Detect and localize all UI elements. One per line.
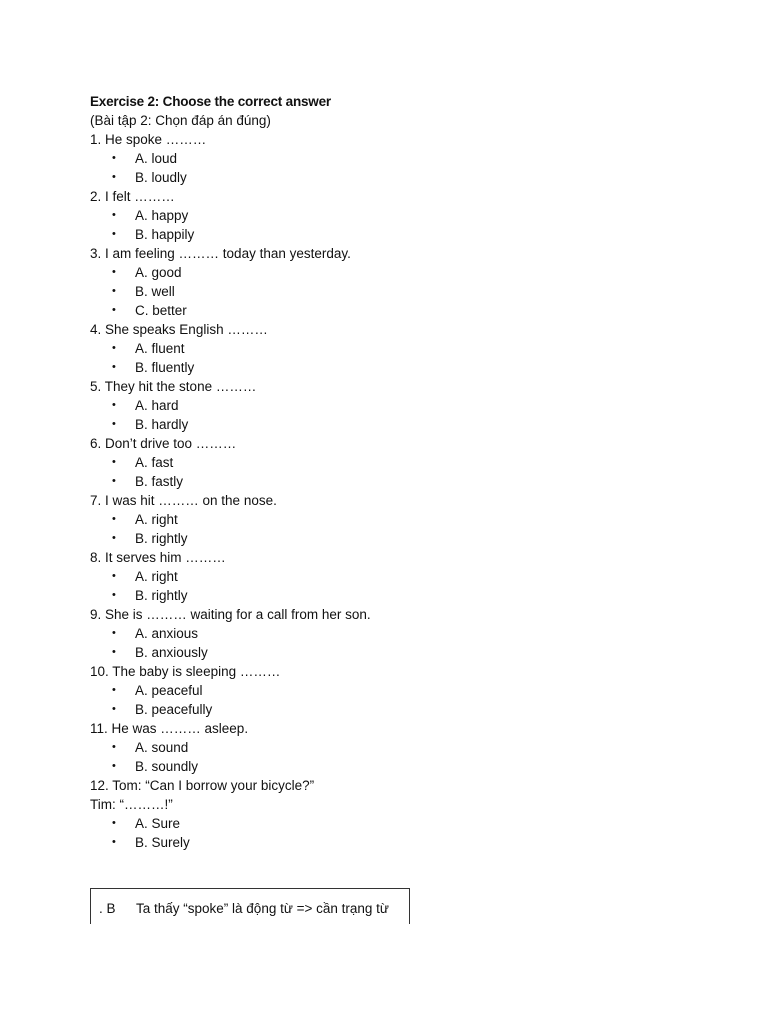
bullet-icon: •	[112, 361, 116, 373]
bullet-icon: •	[112, 152, 116, 164]
option-label: B. loudly	[135, 170, 187, 185]
option-label: A. fluent	[135, 341, 185, 356]
answer-option	[90, 453, 690, 472]
option-label: A. Sure	[135, 816, 181, 831]
bullet-icon: •	[112, 627, 116, 639]
bullet-icon: •	[112, 513, 116, 525]
bullet-icon: •	[112, 266, 116, 278]
answer-option	[90, 529, 690, 548]
option-label: A. fast	[135, 455, 174, 470]
option-label: B. happily	[135, 227, 195, 242]
bullet-icon: •	[112, 171, 116, 183]
option-label: A. peaceful	[135, 683, 203, 698]
answer-option	[90, 510, 690, 529]
option-label: B. rightly	[135, 588, 188, 603]
answer-letter: . B	[99, 901, 116, 916]
answer-option	[90, 282, 690, 301]
answer-option	[90, 586, 690, 605]
answer-explanation: Ta thấy “spoke” là động từ => cần trạng từ	[136, 901, 389, 916]
answer-option	[90, 339, 690, 358]
bullet-icon: •	[112, 285, 116, 297]
option-label: B. fastly	[135, 474, 184, 489]
answer-option	[90, 168, 690, 187]
option-label: A. right	[135, 569, 178, 584]
bullet-icon: •	[112, 532, 116, 544]
answer-option	[90, 643, 690, 662]
question-stem: 8. It serves him ………	[90, 550, 226, 565]
question-stem-continuation: Tim: “………!”	[90, 797, 173, 812]
option-label: A. sound	[135, 740, 189, 755]
option-label: A. right	[135, 512, 178, 527]
answer-option	[90, 415, 690, 434]
answer-option	[90, 396, 690, 415]
bullet-icon: •	[112, 342, 116, 354]
option-label: A. hard	[135, 398, 179, 413]
answer-option	[90, 814, 690, 833]
option-label: B. Surely	[135, 835, 190, 850]
option-label: B. well	[135, 284, 175, 299]
answer-option	[90, 567, 690, 586]
answer-option	[90, 681, 690, 700]
bullet-icon: •	[112, 646, 116, 658]
answer-table	[90, 888, 410, 924]
bullet-icon: •	[112, 418, 116, 430]
bullet-icon: •	[112, 304, 116, 316]
question-stem: 11. He was ……… asleep.	[90, 721, 249, 736]
option-label: B. fluently	[135, 360, 195, 375]
option-label: B. anxiously	[135, 645, 208, 660]
question-stem: 5. They hit the stone ………	[90, 379, 257, 394]
question-stem: 7. I was hit ……… on the nose.	[90, 493, 277, 508]
exercise-subtitle: (Bài tập 2: Chọn đáp án đúng)	[90, 113, 271, 128]
bullet-icon: •	[112, 475, 116, 487]
bullet-icon: •	[112, 703, 116, 715]
answer-option	[90, 263, 690, 282]
answer-option	[90, 700, 690, 719]
bullet-icon: •	[112, 399, 116, 411]
question-stem: 12. Tom: “Can I borrow your bicycle?”	[90, 778, 315, 793]
answer-option	[90, 757, 690, 776]
question-stem: 10. The baby is sleeping ………	[90, 664, 281, 679]
answer-option	[90, 358, 690, 377]
answer-option	[90, 225, 690, 244]
question-stem: 6. Don’t drive too ………	[90, 436, 237, 451]
bullet-icon: •	[112, 209, 116, 221]
bullet-icon: •	[112, 741, 116, 753]
answer-option	[90, 149, 690, 168]
option-label: C. better	[135, 303, 187, 318]
answer-option	[90, 206, 690, 225]
question-stem: 9. She is ……… waiting for a call from her son.	[90, 607, 371, 622]
bullet-icon: •	[112, 684, 116, 696]
exercise-title: Exercise 2: Choose the correct answer	[90, 94, 331, 109]
bullet-icon: •	[112, 570, 116, 582]
answer-option	[90, 738, 690, 757]
answer-option	[90, 472, 690, 491]
answer-option	[90, 833, 690, 852]
bullet-icon: •	[112, 589, 116, 601]
question-stem: 1. He spoke ………	[90, 132, 207, 147]
question-stem: 3. I am feeling ……… today than yesterday.	[90, 246, 351, 261]
bullet-icon: •	[112, 817, 116, 829]
answer-option	[90, 301, 690, 320]
option-label: A. loud	[135, 151, 178, 166]
option-label: A. anxious	[135, 626, 199, 641]
bullet-icon: •	[112, 456, 116, 468]
question-stem: 4. She speaks English ………	[90, 322, 268, 337]
option-label: A. good	[135, 265, 182, 280]
option-label: A. happy	[135, 208, 189, 223]
question-list	[90, 130, 690, 852]
bullet-icon: •	[112, 836, 116, 848]
question-stem: 2. I felt ………	[90, 189, 175, 204]
option-label: B. soundly	[135, 759, 199, 774]
option-label: B. hardly	[135, 417, 189, 432]
option-label: B. rightly	[135, 531, 188, 546]
bullet-icon: •	[112, 760, 116, 772]
answer-option	[90, 624, 690, 643]
option-label: B. peacefully	[135, 702, 213, 717]
bullet-icon: •	[112, 228, 116, 240]
